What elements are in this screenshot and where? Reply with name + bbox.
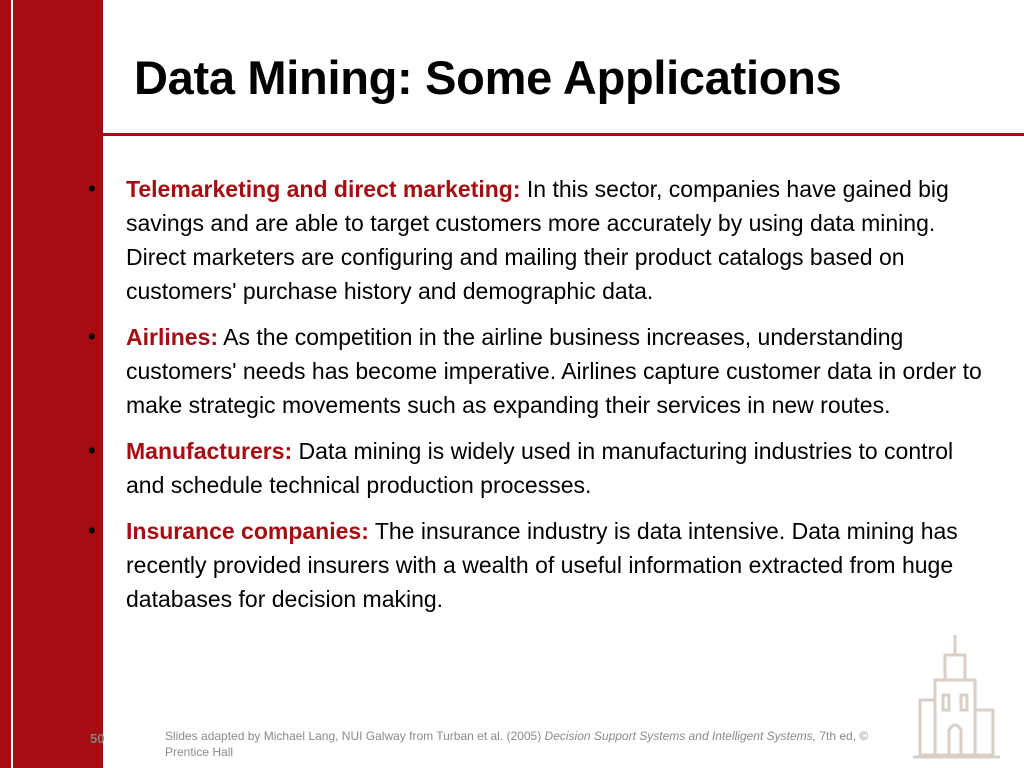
footer-book-title: Decision Support Systems and Intelligent Systems, xyxy=(544,729,816,743)
bullet-term: Insurance companies: xyxy=(126,518,369,544)
bullet-term: Telemarketing and direct marketing: xyxy=(126,176,521,202)
university-seal-watermark xyxy=(905,625,1005,765)
bullet-marker: • xyxy=(88,518,96,543)
bullet-list xyxy=(83,172,983,628)
slide-number: 50 xyxy=(90,731,105,746)
bullet-term: Airlines: xyxy=(126,324,219,350)
bullet-term: Manufacturers: xyxy=(126,438,293,464)
bullet-marker: • xyxy=(88,176,96,201)
bullet-item xyxy=(83,172,983,308)
bullet-text: In this sector, companies have gained big savings and are able to target customers more accurately by using data mining. Direct marketers are configuring and mailing their product catalogs based on customers' purchase history and demographic data. xyxy=(126,176,949,304)
bullet-marker: • xyxy=(88,324,96,349)
left-bar-stripe xyxy=(11,0,13,768)
footer-credit xyxy=(165,728,895,760)
bullet-item xyxy=(83,514,983,616)
footer-credit-suffix: 7th ed, © Prentice Hall xyxy=(165,729,869,759)
bullet-text: The insurance industry is data intensive. Data mining has recently provided insurers with a wealth of useful information extracted from huge databases for decision making. xyxy=(126,518,958,612)
bullet-item xyxy=(83,320,983,422)
bullet-text: Data mining is widely used in manufacturing industries to control and schedule technical production processes. xyxy=(126,438,954,498)
footer-credit-prefix: Slides adapted by Michael Lang, NUI Galway from Turban et al. (2005) xyxy=(165,729,545,743)
bullet-marker: • xyxy=(88,438,96,463)
title-divider xyxy=(103,133,1024,136)
bullet-item xyxy=(83,434,983,502)
slide-title: Data Mining: Some Applications xyxy=(134,51,842,104)
bullet-text: As the competition in the airline business increases, understanding customers' needs has become imperative. Airlines capture customer data in order to make strategic movements such as expanding their services in new routes. xyxy=(126,324,982,418)
